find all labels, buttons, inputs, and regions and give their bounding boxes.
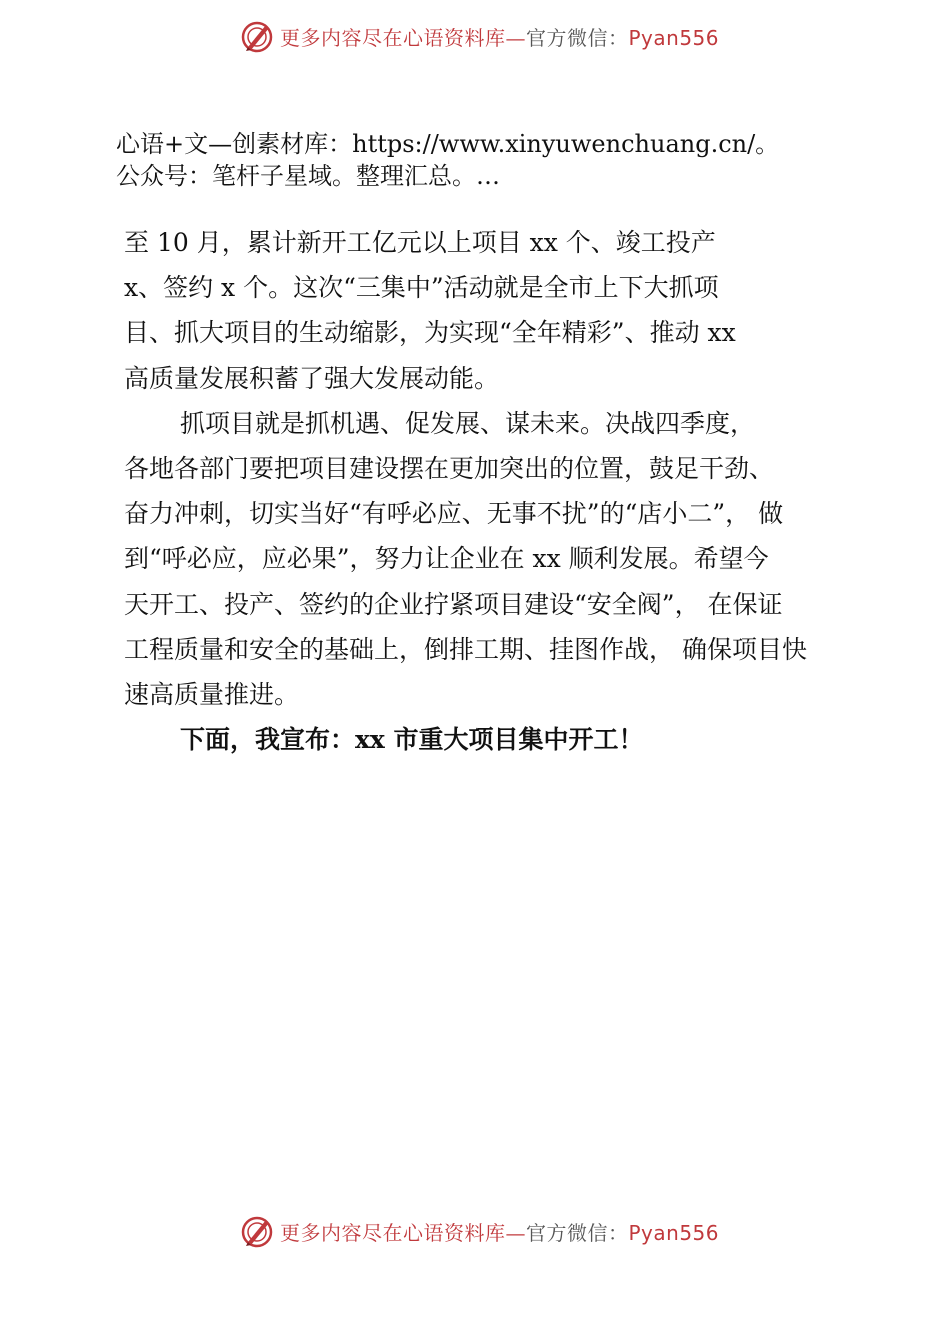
source-line-2: 公众号：笔杆子星域。整理汇总。… bbox=[116, 162, 500, 190]
banner-main-text: 更多内容尽在心语资料库 bbox=[280, 1220, 506, 1245]
pen-logo-icon bbox=[240, 19, 274, 53]
header-banner bbox=[240, 18, 740, 54]
paragraph-2 bbox=[124, 401, 859, 717]
paragraph-line: 奋力冲刺，切实当好“有呼必应、无事不扰”的“店小二”， 做 bbox=[124, 499, 784, 529]
document-body bbox=[124, 220, 859, 762]
banner-main-text: 更多内容尽在心语资料库 bbox=[280, 25, 506, 50]
paragraph-line: 各地各部门要把项目建设摆在更加突出的位置，鼓足干劲、 bbox=[124, 453, 775, 483]
paragraph-1 bbox=[124, 220, 859, 401]
banner-separator: — bbox=[505, 25, 526, 50]
paragraph-line: 天开工、投产、签约的企业拧紧项目建设“安全阀”， 在保证 bbox=[124, 589, 783, 619]
banner-separator: — bbox=[505, 1220, 526, 1245]
pen-logo-icon bbox=[240, 1214, 274, 1248]
paragraph-line: 抓项目就是抓机遇、促发展、谋未来。决战四季度， bbox=[180, 408, 756, 438]
paragraph-line: 工程质量和安全的基础上，倒排工期、挂图作战， 确保项目快 bbox=[124, 634, 807, 664]
banner-wechat-id: Pyan556 bbox=[628, 25, 720, 50]
paragraph-line: 至 10 月，累计新开工亿元以上项目 xx 个、竣工投产 bbox=[124, 228, 716, 257]
paragraph-line: 到“呼必应，应必果”，努力让企业在 xx 顺利发展。希望今 bbox=[124, 544, 769, 574]
banner-wechat-id: Pyan556 bbox=[628, 1220, 720, 1245]
banner-wechat-label: 官方微信： bbox=[526, 25, 629, 50]
paragraph-line: x、签约 x 个。这次“三集中”活动就是全市上下大抓项 bbox=[124, 273, 719, 303]
source-line-1: 心语+文—创素材库：https://www.xinyuwenchuang.cn/。 bbox=[116, 130, 780, 158]
banner-wechat-label: 官方微信： bbox=[526, 1220, 629, 1245]
footer-banner bbox=[240, 1213, 740, 1249]
closing-announcement: 下面，我宣布：xx 市重大项目集中开工！ bbox=[180, 725, 644, 755]
paragraph-line: 目、抓大项目的生动缩影，为实现“全年精彩”、推动 xx bbox=[124, 318, 736, 348]
paragraph-line: 速高质量推进。 bbox=[124, 679, 300, 709]
paragraph-line: 高质量发展积蓄了强大发展动能。 bbox=[124, 363, 500, 393]
source-note bbox=[116, 128, 876, 192]
